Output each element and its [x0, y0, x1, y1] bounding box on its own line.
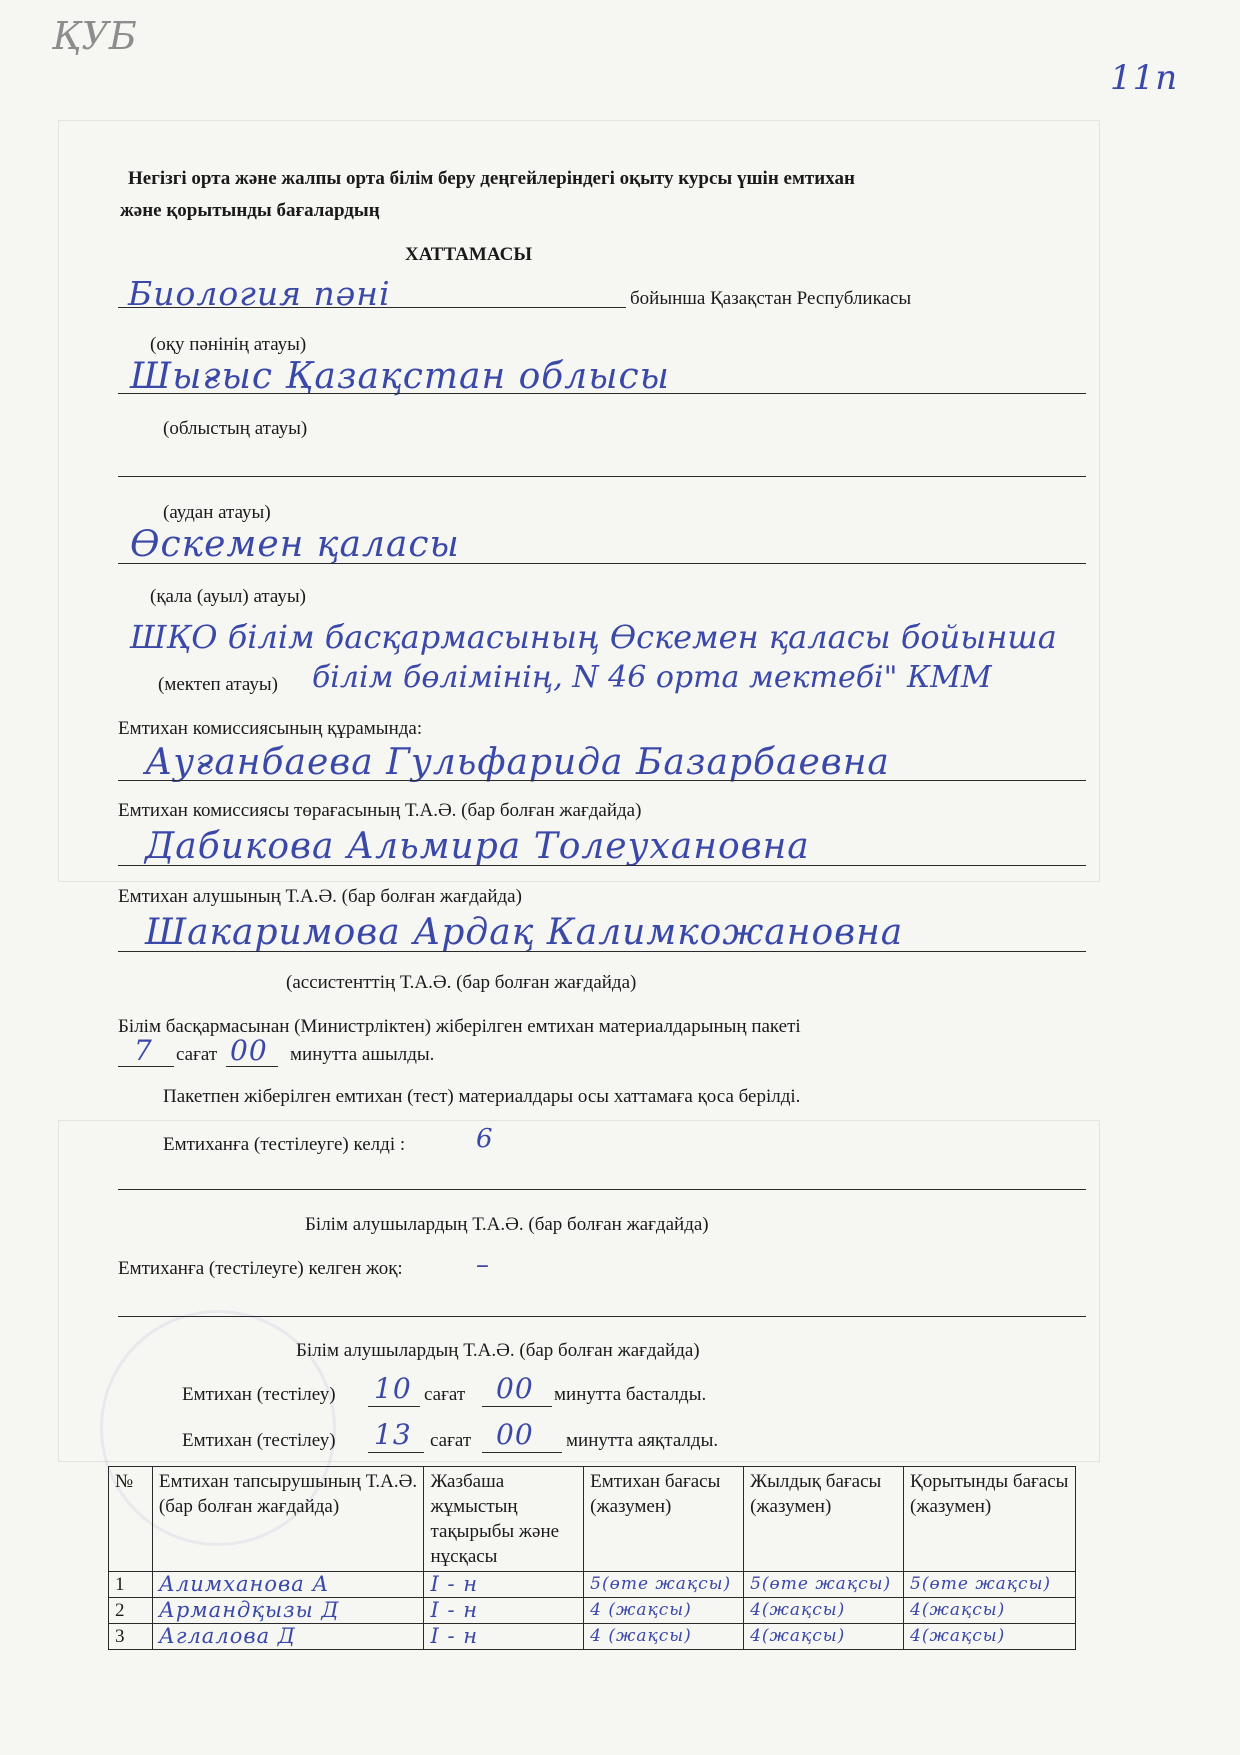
final-grade: 4(жақсы): [904, 1624, 1076, 1650]
chair-name-handwritten: Ауғанбаева Гульфарида Базарбаевна: [145, 742, 890, 783]
package-line-1: Білім басқармасынан (Министрліктен) жіберілген емтихан материалдарының пакеті: [118, 1016, 801, 1037]
school-handwritten-line-1: ШҚО білім басқармасының Өскемен қаласы бойынша: [130, 618, 1057, 656]
examiner-line: [118, 865, 1086, 866]
student-name: Армандқызы Д: [152, 1598, 424, 1624]
row-number: 1: [109, 1572, 153, 1598]
package-minute: 00: [230, 1034, 268, 1067]
examiner-caption: Емтихан алушының Т.А.Ә. (бар болған жағдайда): [118, 886, 522, 907]
school-handwritten-line-2: білім бөлімінің, N 46 орта мектебі" КММ: [312, 660, 992, 695]
district-line: [118, 476, 1086, 477]
title-line-2: және қорытынды бағалардың: [120, 200, 380, 221]
package-hour-line: [118, 1066, 174, 1067]
end-minute-line: [482, 1452, 562, 1453]
absent-line: [118, 1316, 1086, 1317]
header-exam-grade: Емтихан бағасы (жазумен): [584, 1467, 744, 1572]
start-hour-line: [368, 1406, 420, 1407]
annual-grade: 4(жақсы): [744, 1598, 904, 1624]
student-name: Аглалова Д: [152, 1624, 424, 1650]
start-suffix: минутта басталды.: [554, 1384, 707, 1405]
city-caption: (қала (ауыл) атауы): [150, 586, 306, 607]
final-grade: 4(жақсы): [904, 1598, 1076, 1624]
school-caption: (мектеп атауы): [158, 674, 278, 695]
package-hour: 7: [134, 1034, 153, 1067]
assistant-caption: (ассистенттің Т.А.Ә. (бар болған жағдайда): [286, 972, 637, 993]
examiner-name-handwritten: Дабикова Альмира Толеухановна: [145, 826, 810, 867]
came-line: [118, 1189, 1086, 1190]
commission-label: Емтихан комиссиясының құрамында:: [118, 718, 423, 739]
region-line: [118, 393, 1086, 394]
written-topic: I - н: [424, 1572, 584, 1598]
written-topic: I - н: [424, 1624, 584, 1650]
header-number: №: [109, 1467, 153, 1572]
subject-handwritten: Биология пәні: [128, 274, 391, 313]
start-minute: 00: [496, 1372, 534, 1405]
end-hour-line: [368, 1452, 424, 1453]
absent-label: Емтиханға (тестілеуге) келген жоқ:: [118, 1258, 403, 1279]
table-header-row: [109, 1467, 1076, 1572]
package-minute-line: [226, 1066, 278, 1067]
chair-caption: Емтихан комиссиясы төрағасының Т.А.Ә. (бар болған жағдайда): [118, 800, 642, 821]
assistant-name-handwritten: Шакаримова Ардақ Калимкожановна: [145, 912, 904, 953]
start-prefix: Емтихан (тестілеу): [182, 1384, 336, 1405]
title-line-1: Негізгі орта және жалпы орта білім беру деңгейлеріндегі оқыту курсы үшін емтихан: [128, 168, 855, 189]
students-caption-1: Білім алушылардың Т.А.Ә. (бар болған жағдайда): [305, 1214, 709, 1235]
subject-caption: (оқу пәнінің атауы): [150, 334, 307, 355]
table-row: [109, 1624, 1076, 1650]
came-label: Емтиханға (тестілеуге) келді :: [163, 1134, 406, 1155]
start-minute-line: [482, 1406, 552, 1407]
chair-line: [118, 780, 1086, 781]
start-time-row: [182, 1372, 882, 1408]
end-suffix: минутта аяқталды.: [566, 1430, 719, 1451]
row-number: 2: [109, 1598, 153, 1624]
district-caption: (аудан атауы): [163, 502, 271, 523]
package-hour-label: сағат: [176, 1044, 218, 1065]
header-written-topic: Жазбаша жұмыстың тақырыбы және нұсқасы: [424, 1467, 584, 1572]
region-caption: (облыстың атауы): [163, 418, 308, 439]
end-hour: 13: [374, 1418, 412, 1451]
doc-name: ХАТТАМАСЫ: [405, 244, 532, 265]
end-minute: 00: [496, 1418, 534, 1451]
annual-grade: 4(жақсы): [744, 1624, 904, 1650]
corner-mark: ҚУБ: [52, 14, 137, 58]
start-hour-label: сағат: [424, 1384, 466, 1405]
header-final-grade: Қорытынды бағасы (жазумен): [904, 1467, 1076, 1572]
end-prefix: Емтихан (тестілеу): [182, 1430, 336, 1451]
exam-grade: 5(өте жақсы): [584, 1572, 744, 1598]
end-time-row: [182, 1418, 882, 1454]
assistant-line: [118, 951, 1086, 952]
region-handwritten: Шығыс Қазақстан облысы: [130, 356, 670, 397]
city-handwritten: Өскемен қаласы: [130, 524, 460, 565]
start-hour: 10: [374, 1372, 412, 1405]
final-grade: 5(өте жақсы): [904, 1572, 1076, 1598]
student-name: Алимханова А: [152, 1572, 424, 1598]
package-attached: Пакетпен жіберілген емтихан (тест) материалдары осы хаттамаға қоса берілді.: [163, 1086, 801, 1107]
header-student-name: Емтихан тапсырушының Т.А.Ә. (бар болған жағдайда): [152, 1467, 424, 1572]
table-row: [109, 1598, 1076, 1624]
annual-grade: 5(өте жақсы): [744, 1572, 904, 1598]
exam-grade: 4 (жақсы): [584, 1598, 744, 1624]
absent-value: –: [476, 1250, 490, 1280]
city-line: [118, 563, 1086, 564]
row-number: 3: [109, 1624, 153, 1650]
page-number: 11п: [1110, 58, 1179, 98]
results-table: [108, 1466, 1076, 1650]
written-topic: I - н: [424, 1598, 584, 1624]
end-hour-label: сағат: [430, 1430, 472, 1451]
students-caption-2: Білім алушылардың Т.А.Ә. (бар болған жағдайда): [296, 1340, 700, 1361]
subject-suffix: бойынша Қазақстан Республикасы: [630, 288, 912, 309]
exam-grade: 4 (жақсы): [584, 1624, 744, 1650]
header-annual-grade: Жылдық бағасы (жазумен): [744, 1467, 904, 1572]
came-value: 6: [476, 1124, 494, 1154]
subject-line: [118, 307, 626, 308]
table-row: [109, 1572, 1076, 1598]
package-minute-label: минутта ашылды.: [290, 1044, 435, 1065]
